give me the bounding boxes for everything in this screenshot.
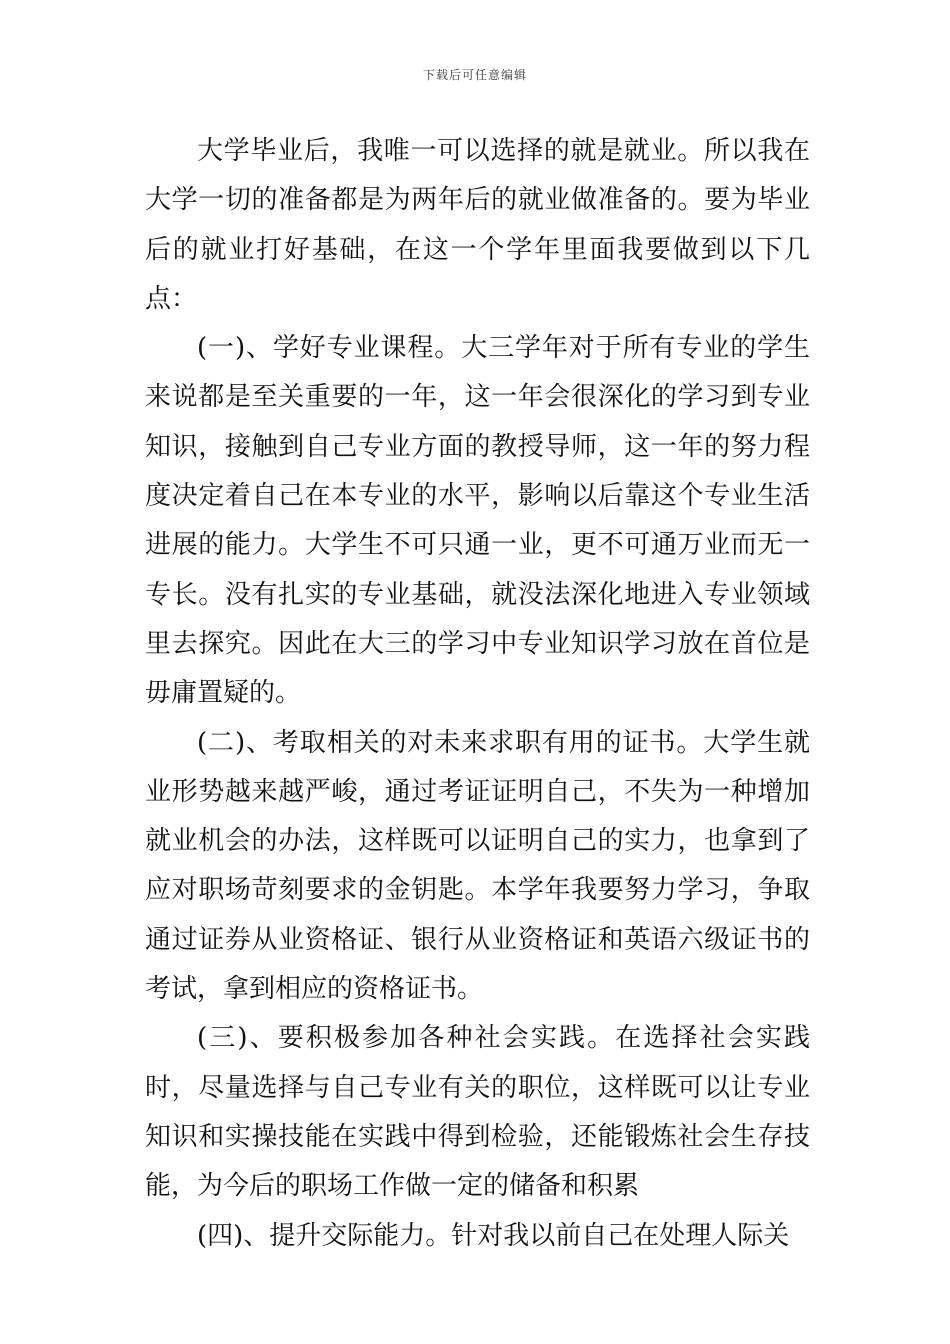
paragraph-point-1: (一)、学好专业课程。大三学年对于所有专业的学生来说都是至关重要的一年，这一年会很深化的学习到专业知识，接触到自己专业方面的教授导师，这一年的努力程度决定着自己在本专业的水平，影响以后靠这个专业生活进展的能力。大学生不可只通一业，更不可通万业而无一专长。没有扎实的专业基础，就没法深化地进入专业领域里去探究。因此在大三的学习中专业知识学习放在首位是毋庸置疑的。	[145, 333, 810, 709]
paragraph-point-3: (三)、要积极参加各种社会实践。在选择社会实践时，尽量选择与自己专业有关的职位，这样既可以让专业知识和实操技能在实践中得到检验，还能锻炼社会生存技能，为今后的职场工作做一定的储备和积累	[145, 1023, 810, 1202]
page-header: 下载后可任意编辑	[422, 68, 527, 82]
paragraph-point-4: (四)、提升交际能力。针对我以前自己在处理人际关	[197, 1220, 790, 1251]
paragraph-intro: 大学毕业后，我唯一可以选择的就是就业。所以我在大学一切的准备都是为两年后的就业做准备的。要为毕业后的就业打好基础，在这一个学年里面我要做到以下几点：	[145, 136, 810, 314]
paragraph-point-2: (二)、考取相关的对未来求职有用的证书。大学生就业形势越来越严峻，通过考证证明自己，不失为一种增加就业机会的办法，这样既可以证明自己的实力，也拿到了应对职场苛刻要求的金钥匙。本学年我要努力学习，争取通过证券从业资格证、银行从业资格证和英语六级证书的考试，拿到相应的资格证书。	[145, 727, 810, 1005]
document-body	[145, 127, 810, 1261]
